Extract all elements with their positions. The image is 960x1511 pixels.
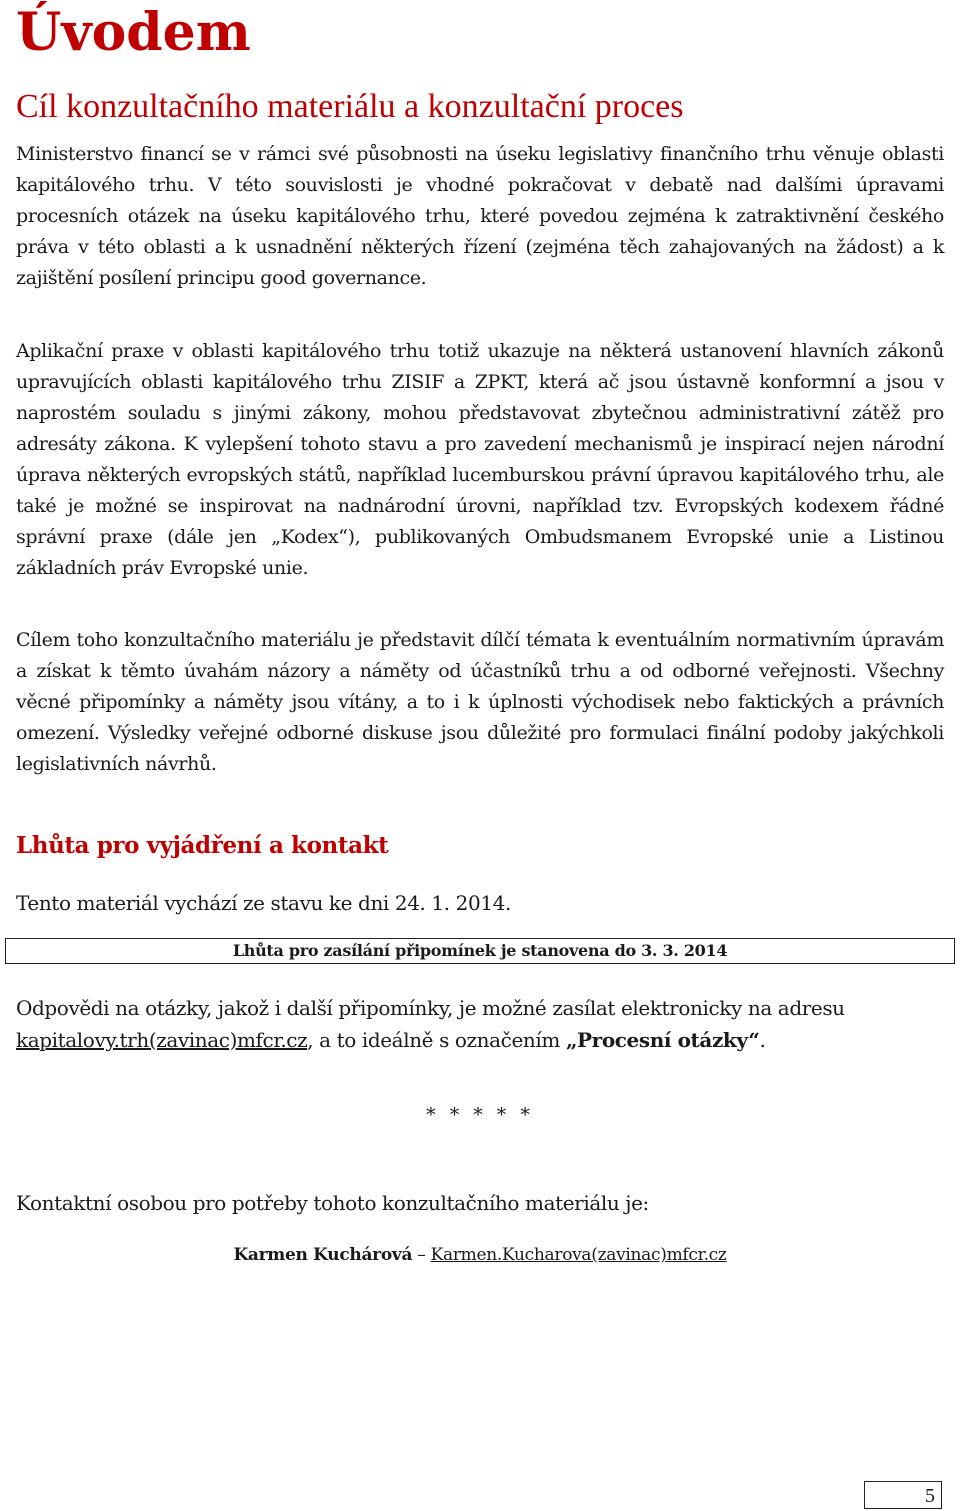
reply-label: „Procesní otázky“ [565, 1028, 760, 1052]
deadline-notice: Lhůta pro zasílání připomínek je stanovena do 3. 3. 2014 [5, 938, 955, 964]
contact-line [0, 1241, 960, 1269]
contact-email-link[interactable]: Karmen.Kucharova(zavinac)mfcr.cz [430, 1245, 727, 1265]
contact-intro: Kontaktní osobou pro potřeby tohoto konzultačního materiálu je: [16, 1191, 649, 1215]
reply-end: . [759, 1028, 766, 1052]
reply-middle: , a to ideálně s označením [307, 1028, 560, 1052]
status-date-text: Tento materiál vychází ze stavu ke dni 24. 1. 2014. [16, 891, 511, 915]
reply-email-link[interactable]: kapitalovy.trh(zavinac)mfcr.cz [16, 1028, 308, 1052]
reply-instructions [16, 992, 946, 1056]
page-number: 5 [864, 1481, 942, 1509]
intro-paragraph-1: Ministerstvo financí se v rámci své působnosti na úseku legislativy finančního trhu věnuje oblasti kapitálového trhu. V této souvislosti je vhodné pokračovat v debatě nad dalšími úpravami procesních otázek na úseku kapitálového trhu, které povedou zejména k zatraktivnění českého práva v této oblasti a k usnadnění některých řízení (zejména těch zahajovaných na žádost) a k zajištění posílení principu good governance. [16, 143, 944, 289]
reply-prefix: Odpovědi na otázky, jakož i další připomínky, je možné zasílat elektronicky na adresu [16, 996, 845, 1020]
section-heading: Cíl konzultačního materiálu a konzultační proces [16, 88, 684, 125]
intro-paragraph-3: Cílem toho konzultačního materiálu je představit dílčí témata k eventuálním normativním úpravám a získat k těmto úvahám názory a náměty od účastníků trhu a od odborné veřejnosti. Všechny věcné připomínky a náměty jsou vítány, a to i k úplnosti východisek nebo faktických a právních omezení. Výsledky veřejné odborné diskuse jsou důležité pro formulaci finální podoby jakýchkoli legislativních návrhů. [16, 629, 944, 775]
contact-name: Karmen Kuchárová [233, 1245, 413, 1265]
contact-dash: – [417, 1245, 426, 1265]
deadline-heading: Lhůta pro vyjádření a kontakt [16, 832, 389, 859]
page-title: Úvodem [16, 2, 251, 63]
intro-paragraph-2: Aplikační praxe v oblasti kapitálového trhu totiž ukazuje na některá ustanovení hlavních zákonů upravujících oblasti kapitálového trhu ZISIF a ZPKT, která ač jsou ústavně konformní a jsou v naprostém souladu s jinými zákony, mohou představovat zbytečnou administrativní zátěž pro adresáty zákona. K vylepšení tohoto stavu a pro zavedení mechanismů je inspirací nejen národní úprava některých evropských států, například lucemburskou právní úpravou kapitálového trhu, ale také je možné se inspirovat na nadnárodní úrovni, například tzv. Evropských kodexem řádné správní praxe (dále jen „Kodex“), publikovaných Ombudsmanem Evropské unie a Listinou základních práv Evropské unie. [16, 340, 944, 579]
section-separator: * * * * * [426, 1104, 534, 1126]
